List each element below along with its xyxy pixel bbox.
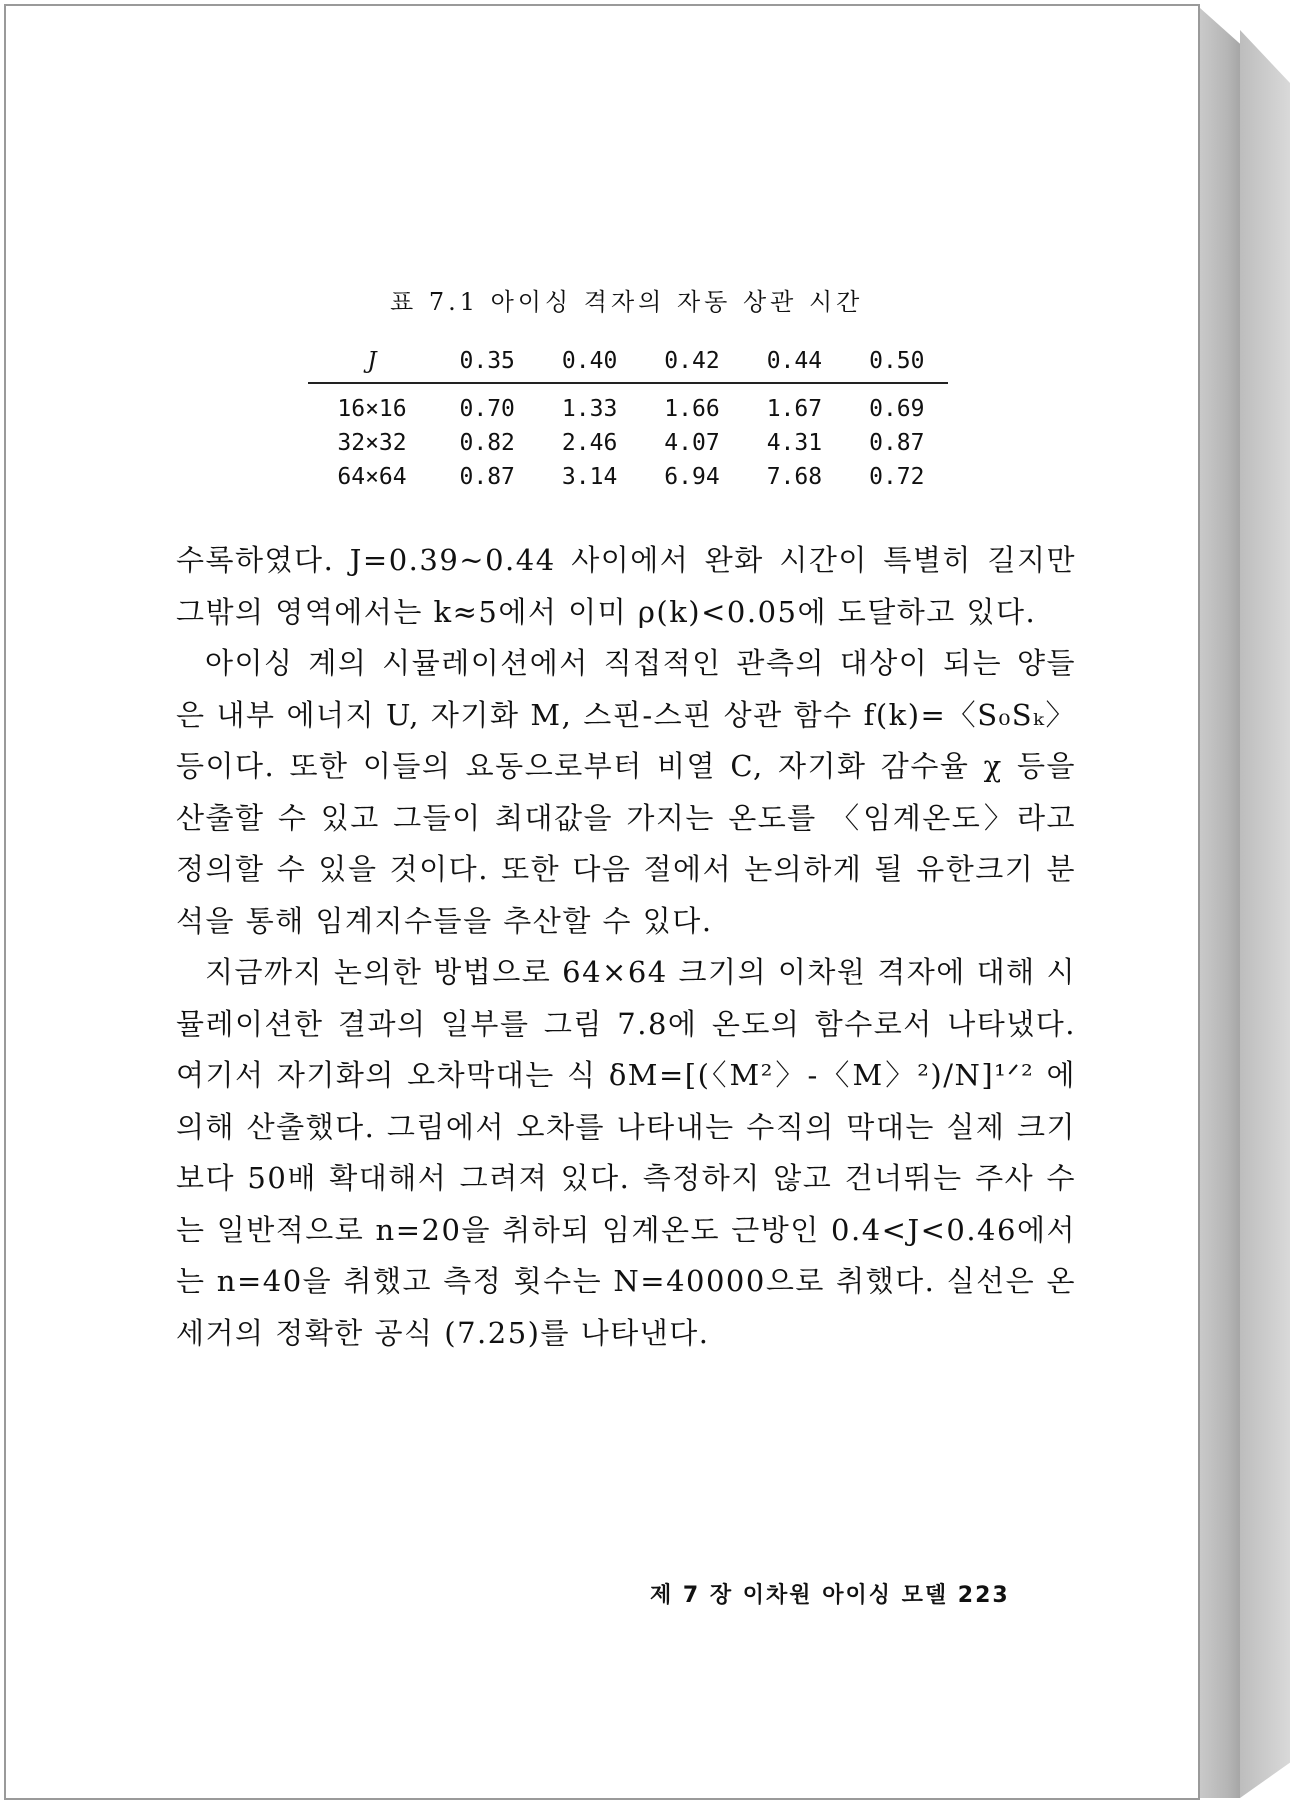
table-cell: 0.87 [459,464,515,490]
table-cell: 0.72 [869,464,925,490]
row-label: 16×16 [337,396,407,422]
book-edge-pages [1240,30,1290,1798]
table-cell: 1.33 [561,396,618,422]
table-cell: 7.68 [766,464,823,490]
table-cell: 0.87 [869,430,925,456]
table-header-cell: 0.44 [743,340,845,383]
table-row [308,460,948,494]
table-cell: 4.07 [664,430,720,456]
table-cell: 2.46 [561,430,618,456]
chapter-title: 제 7 장 이차원 아이싱 모델 [650,1583,949,1608]
autocorrelation-table [308,340,948,494]
table-cell: 1.66 [664,396,720,422]
table-row [308,426,948,460]
paragraph: 아이싱 계의 시뮬레이션에서 직접적인 관측의 대상이 되는 양들은 내부 에너지 U, 자기화 M, 스핀-스핀 상관 함수 f(k)=〈S₀Sₖ〉 등이다. 또한 이들의 요동으로부터 비열 C, 자기화 감수율 χ 등을 산출할 수 있고 그들이 최대값을 가지는 온도를 〈임계온도〉라고 정의할 수 있을 것이다. 또한 다음 절에서 논의하게 될 유한크기 분석을 통해 임계지수들을 추산할 수 있다. [176,646,1076,938]
row-label: 64×64 [337,464,407,490]
book-edge-shadow [1200,8,1240,1798]
table-cell: 0.70 [459,396,515,422]
table-header-cell: 0.42 [641,340,743,383]
table-cell: 0.82 [459,430,515,456]
row-label: 32×32 [337,430,407,456]
table-cell: 4.31 [766,430,823,456]
page-footer [650,1578,1010,1609]
page-number: 223 [957,1583,1010,1608]
body-text [176,535,1076,1359]
table-header-cell: 0.40 [538,340,640,383]
table-cell: 3.14 [561,464,618,490]
table-cell: 0.69 [869,396,925,422]
table-row [308,383,948,426]
table-caption: 표 7.1 아이싱 격자의 자동 상관 시간 [390,288,864,316]
paragraph: 지금까지 논의한 방법으로 64×64 크기의 이차원 격자에 대해 시뮬레이션한 결과의 일부를 그림 7.8에 온도의 함수로서 나타냈다. 여기서 자기화의 오차막대는 식 δM=[(〈M²〉-〈M〉²)/N]¹ᐟ² 에 의해 산출했다. 그림에서 오차를 나타내는 수직의 막대는 실제 크기보다 50배 확대해서 그려져 있다. 측정하지 않고 건너뛰는 주사 수는 일반적으로 n=20을 취하되 임계온도 근방인 0.4<J<0.46에서는 n=40을 취했고 측정 횟수는 N=40000으로 취했다. 실선은 온세거의 정확한 공식 (7.25)를 나타낸다. [176,955,1076,1350]
table-cell: 6.94 [664,464,720,490]
table-header-row [308,340,948,383]
table-header-label: J [308,340,436,383]
table-cell: 1.67 [766,396,823,422]
table-header-cell: 0.50 [846,340,948,383]
paragraph: 수록하였다. J=0.39~0.44 사이에서 완화 시간이 특별히 길지만 그밖의 영역에서는 k≈5에서 이미 ρ(k)<0.05에 도달하고 있다. [176,543,1076,629]
table-header-cell: 0.35 [436,340,538,383]
